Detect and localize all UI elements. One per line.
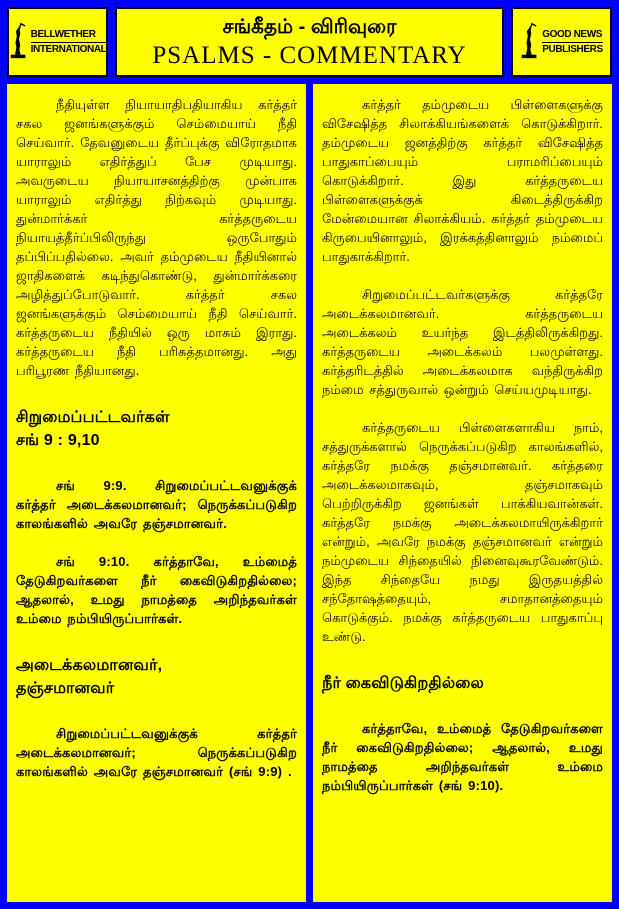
statue-icon bbox=[9, 20, 28, 65]
verse-paragraph: சங் 9:10. கர்த்தாவே, உம்மைத் தேடுகிறவர்களை நீர் கைவிடுகிறதில்லை; ஆதலால், உமது நாமத்தை அறிந்தவர்கள் உம்மை நம்பியிருப்பார்கள். bbox=[16, 554, 297, 626]
logo-line: PUBLISHERS bbox=[542, 43, 603, 55]
section-heading-line: சங் 9 : 9,10 bbox=[16, 432, 100, 449]
intro-paragraph: நீதியுள்ள நியாயாதிபதியாகிய கர்த்தர் சகல ஜனங்களுக்கும் செம்மையாய் நீதி செய்வார். தேவனுடைய தீர்ப்புக்கு விரோதமாக யாராலும் எதிர்த்துப் பேச முடியாது. அவருடைய நியாயாசனத்திற்கு முன்பாக யாராலும் எதிர்த்து நிற்கவும் முடியாது. துன்மார்க்கர் கர்த்தருடைய நியாயத்தீர்ப்பிலிருந்து ஒருபோதும் தப்பிப்பதில்லை. அவர் தம்முடைய நீதியினால் ஜாதிகளைக் கடிந்துகொண்டு, துன்மார்க்கரை அழித்துப்போடுவார். கர்த்தர் சகல ஜனங்களுக்கும் செம்மையாய் நீதி செய்வார். கர்த்தருடைய நீதியில் ஒரு மாசும் இராது. கர்த்தருடைய நீதி பரிசுத்தமானது. அது பரிபூரண நீதியானது. bbox=[16, 97, 297, 378]
bellwether-logo bbox=[7, 7, 108, 77]
page-title-tamil: சங்கீதம் - விரிவுரை bbox=[222, 15, 397, 38]
statue-icon bbox=[520, 20, 539, 65]
section-heading-line: அடைக்கலமானவர், bbox=[16, 657, 163, 674]
logo-line: BELLWETHER bbox=[31, 29, 107, 43]
header bbox=[7, 7, 612, 77]
verse-paragraph: சங் 9:9. சிறுமைப்பட்டவனுக்குக் கர்த்தர் அடைக்கலமானவர்; நெருக்கப்படுகிற காலங்களில் அவரே தஞ்சமானவர். bbox=[16, 478, 297, 531]
verse-quote-paragraph: கர்த்தாவே, உம்மைத் தேடுகிறவர்களை நீர் கைவிடுகிறதில்லை; ஆதலால், உமது நாமத்தை அறிந்தவர்கள் உம்மை நம்பியிருப்பார்கள் (சங் 9:10). bbox=[322, 721, 603, 793]
section-heading-line: நீர் கைவிடுகிறதில்லை bbox=[322, 675, 484, 692]
logo-line: GOOD NEWS bbox=[542, 29, 602, 43]
verse-quote-paragraph: சிறுமைப்பட்டவனுக்குக் கர்த்தர் அடைக்கலமானவர்; நெருக்கப்படுகிற காலங்களில் அவரே தஞ்சமானவர் (சங் 9:9) . bbox=[16, 726, 297, 779]
page-title-english: PSALMS - COMMENTARY bbox=[152, 41, 467, 69]
commentary-paragraph: கர்த்தர் தம்முடைய பிள்ளைகளுக்கு விசேஷித்த சிலாக்கியங்களைக் கொடுக்கிறார். தம்முடைய ஜனத்திற்கு கர்த்தர் விசேஷித்த பாதுகாப்பையும் பராமரிப்பையும் கொடுக்கிறார். இது கர்த்தருடைய பிள்ளைகளுக்குக் கிடைத்திருக்கிற மேன்மையான சிலாக்கியம். கர்த்தர் தம்முடைய கிருபையினாலும், இரக்கத்தினாலும் நம்மைப் பாதுகாக்கிறார். bbox=[322, 97, 603, 264]
bellwether-logo-text bbox=[31, 29, 107, 56]
goodnews-logo-text bbox=[542, 29, 602, 56]
section-heading bbox=[16, 654, 297, 700]
content bbox=[7, 84, 612, 902]
section-heading bbox=[16, 406, 297, 452]
commentary-paragraph: கர்த்தருடைய பிள்ளைகளாகிய நாம், சத்துருக்களால் நெருக்கப்படுகிற காலங்களில், கர்த்தரே நமக்கு தஞ்சமானவர். கர்த்தரை அடைக்கலமாகவும், தஞ்சமாகவும் பெற்றிருக்கிற ஜனங்கள் பாக்கியவான்கள். கர்த்தரே நமக்கு அடைக்கலமாயிருக்கிறார் என்றும், அவரே நமக்கு தஞ்சமானவர் என்றும் நம்முடைய சிந்தையில் நினைவுகூரவேண்டும். இந்த சிந்தையே நமது இருதயத்தில் சந்தோஷத்தையும், சமாதானத்தையும் கொடுக்கும். நமக்கு கர்த்தருடைய பாதுகாப்பு உண்டு. bbox=[322, 420, 603, 644]
left-column bbox=[7, 84, 306, 902]
section-heading-line: தஞ்சமானவர் bbox=[16, 680, 115, 697]
title-box bbox=[115, 7, 504, 77]
goodnews-logo bbox=[511, 7, 612, 77]
logo-line: INTERNATIONAL bbox=[30, 43, 107, 55]
right-column bbox=[313, 84, 612, 902]
section-heading bbox=[322, 672, 603, 695]
section-heading-line: சிறுமைப்பட்டவர்கள் bbox=[16, 409, 170, 426]
commentary-paragraph: சிறுமைப்பட்டவர்களுக்கு கர்த்தரே அடைக்கலமானவர். கர்த்தருடைய அடைக்கலம் உயர்ந்த இடத்திலிருக்கிறது. கர்த்தருடைய அடைக்கலம் பலமுள்ளது. கர்த்தரிடத்தில் அடைக்கலமாக வந்திருக்கிற நம்மை சத்துருவால் ஒன்றும் செய்யமுடியாது. bbox=[322, 287, 603, 397]
